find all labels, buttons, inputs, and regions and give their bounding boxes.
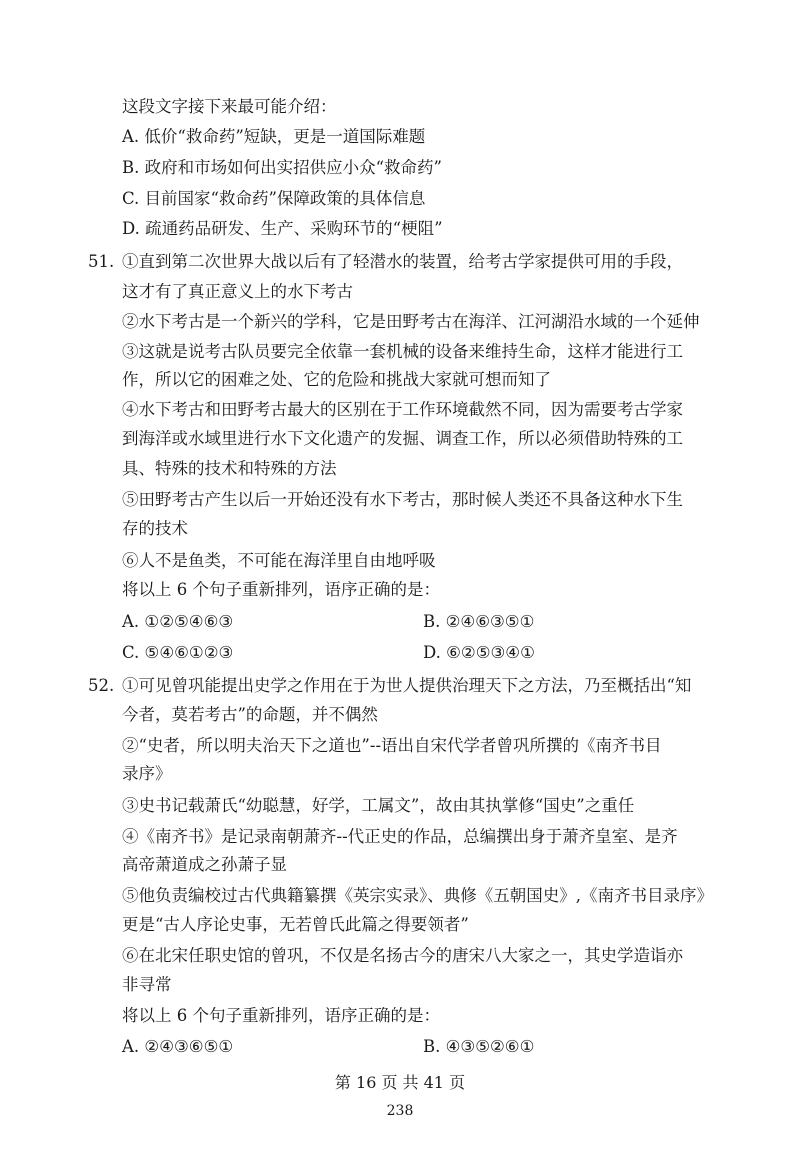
q52-line: ⑤他负责编校过古代典籍纂撰《英宗实录》、典修《五朝国史》,《南齐书目录序》 bbox=[122, 886, 713, 905]
q51-line: 这才有了真正意义上的水下考古 bbox=[122, 282, 353, 301]
q51-line: 存的技术 bbox=[122, 519, 188, 538]
question-number-51: 51. bbox=[88, 252, 115, 271]
page-label: 第 16 页 共 41 页 bbox=[334, 1073, 466, 1092]
q51-option-b: B. ②④⑥③⑤① bbox=[423, 612, 535, 631]
q51-line: ①直到第二次世界大战以后有了轻潜水的装置，给考古学家提供可用的手段， bbox=[122, 252, 683, 271]
q52-line: ③史书记载萧氏“幼聪慧，好学，工属文”，故由其执掌修“国史”之重任 bbox=[122, 796, 635, 815]
q52-line: 非寻常 bbox=[122, 975, 172, 994]
q51-option-a: A. ①②⑤④⑥③ bbox=[122, 612, 234, 631]
q51-line: ②水下考古是一个新兴的学科，它是田野考古在海洋、江河湖沿水域的一个延伸 bbox=[122, 312, 700, 331]
q52-line: ②“史者，所以明夫治天下之道也”--语出自宋代学者曾巩所撰的《南齐书目 bbox=[122, 736, 662, 755]
q52-line: ④《南齐书》是记录南朝萧齐--代正史的作品，总编撰出身于萧齐皇室、是齐 bbox=[122, 827, 678, 846]
q52-option-a: A. ②④③⑥⑤① bbox=[122, 1037, 234, 1056]
q52-line: 更是“古人序论史事，无若曾氏此篇之得要领者” bbox=[122, 915, 469, 934]
q52-option-b: B. ④③⑤②⑥① bbox=[423, 1037, 535, 1056]
q51-line: ⑥人不是鱼类，不可能在海洋里自由地呼吸 bbox=[122, 551, 436, 570]
q51-prompt: 将以上 6 个句子重新排列，语序正确的是： bbox=[122, 580, 440, 599]
q51-line: ⑤田野考古产生以后一开始还没有水下考古，那时候人类还不具备这种水下生 bbox=[122, 490, 683, 509]
q50-option-d: D. 疏通药品研发、生产、采购环节的“梗阻” bbox=[122, 219, 443, 238]
page-number: 238 bbox=[386, 1103, 414, 1119]
q51-line: ③这就是说考古队员要完全依靠一套机械的设备来维持生命，这样才能进行工 bbox=[122, 342, 683, 361]
q51-option-d: D. ⑥②⑤③④① bbox=[423, 643, 535, 662]
q50-intro: 这段文字接下来最可能介绍： bbox=[122, 97, 337, 116]
q50-option-a: A. 低价“救命药”短缺，更是一道国际难题 bbox=[122, 127, 426, 146]
q51-option-c: C. ⑤④⑥①②③ bbox=[122, 643, 234, 662]
q52-line: 高帝萧道成之孙萧子显 bbox=[122, 855, 287, 874]
q51-line: ④水下考古和田野考古最大的区别在于工作环境截然不同，因为需要考古学家 bbox=[122, 400, 683, 419]
q51-line: 到海洋或水域里进行水下文化遗产的发掘、调查工作，所以必须借助特殊的工 bbox=[122, 429, 683, 448]
q51-line: 作，所以它的困难之处、它的危险和挑战大家就可想而知了 bbox=[122, 370, 551, 389]
q52-line: 录序》 bbox=[122, 764, 172, 783]
q50-option-c: C. 目前国家“救命药”保障政策的具体信息 bbox=[122, 189, 426, 208]
q50-option-b: B. 政府和市场如何出实招供应小众“救命药” bbox=[122, 158, 442, 177]
q52-line: ①可见曾巩能提出史学之作用在于为世人提供治理天下之方法，乃至概括出“知 bbox=[122, 676, 692, 695]
q52-line: ⑥在北宋任职史馆的曾巩，不仅是名扬古今的唐宋八大家之一，其史学造诣亦 bbox=[122, 946, 683, 965]
question-number-52: 52. bbox=[88, 676, 115, 695]
q51-line: 具、特殊的技术和特殊的方法 bbox=[122, 459, 337, 478]
q52-line: 今者，莫若考古”的命题，并不偶然 bbox=[122, 705, 378, 724]
q52-prompt: 将以上 6 个句子重新排列，语序正确的是： bbox=[122, 1006, 440, 1025]
